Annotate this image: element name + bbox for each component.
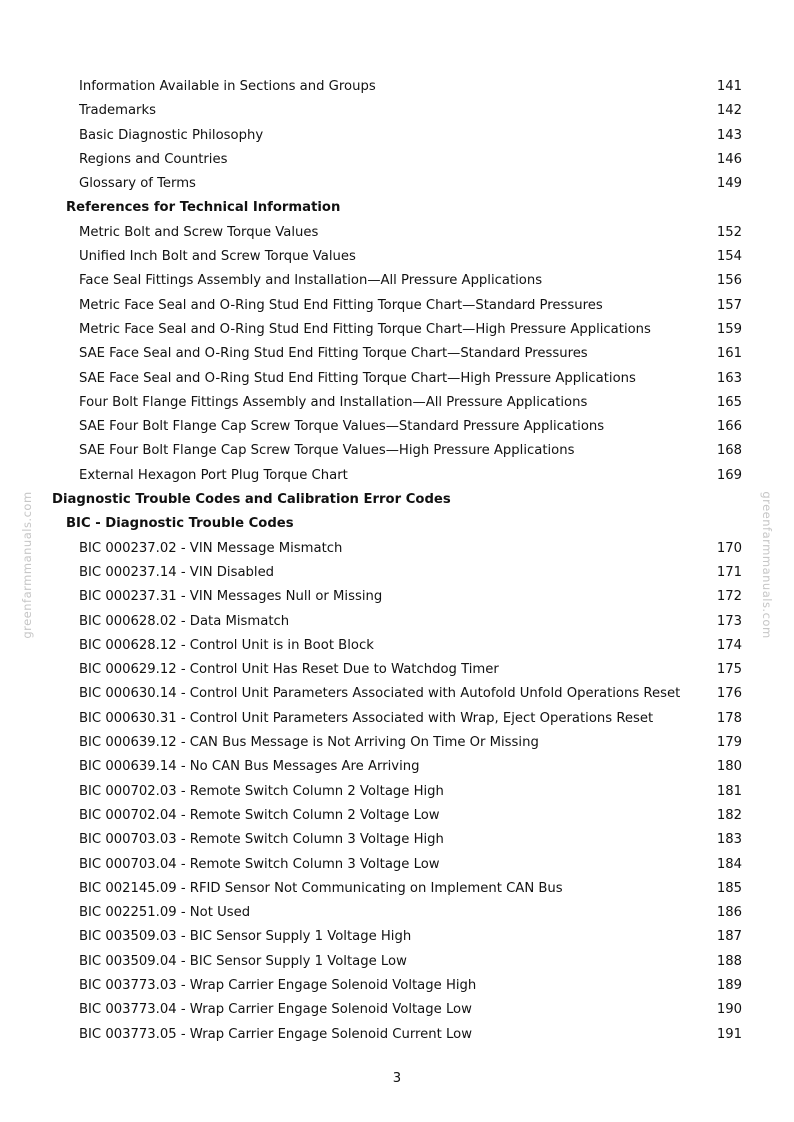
- toc-entry-title: BIC 000237.14 - VIN Disabled: [79, 564, 275, 580]
- toc-entry-title: BIC 000703.03 - Remote Switch Column 3 Voltage High: [79, 832, 444, 848]
- toc-entry[interactable]: [0, 853, 794, 877]
- toc-entry-page: 182: [716, 807, 742, 823]
- toc-entry-page: 169: [716, 467, 742, 483]
- toc-entry[interactable]: [0, 415, 794, 439]
- toc-entry-page: 179: [716, 735, 742, 751]
- toc-entry-title: BIC 003773.03 - Wrap Carrier Engage Solenoid Voltage High: [79, 977, 477, 993]
- toc-entry-title: BIC 000639.14 - No CAN Bus Messages Are Arriving: [79, 759, 420, 775]
- toc-entry-page: 171: [716, 564, 742, 580]
- toc-entry[interactable]: [0, 75, 794, 99]
- toc-entry[interactable]: [0, 610, 794, 634]
- toc-entry-page: 165: [716, 394, 742, 410]
- toc-entry-page: 149: [716, 176, 742, 192]
- toc-entry[interactable]: [0, 585, 794, 609]
- toc-entry-title: Unified Inch Bolt and Screw Torque Values: [79, 249, 356, 265]
- toc-entry[interactable]: [0, 124, 794, 148]
- toc-entry-title: SAE Face Seal and O-Ring Stud End Fitting Torque Chart—High Pressure Applications: [79, 370, 636, 386]
- toc-entry-page: 175: [716, 662, 742, 678]
- toc-entry-title: SAE Face Seal and O-Ring Stud End Fitting Torque Chart—Standard Pressures: [79, 346, 588, 362]
- toc-entry-page: 178: [716, 710, 742, 726]
- toc-entry-page: 176: [716, 686, 742, 702]
- toc-entry-title: Trademarks: [79, 103, 156, 119]
- toc-entry[interactable]: [0, 755, 794, 779]
- toc-entry[interactable]: [0, 464, 794, 488]
- toc-entry-page: 168: [716, 443, 742, 459]
- toc-entry-title: BIC 002145.09 - RFID Sensor Not Communicating on Implement CAN Bus: [79, 880, 563, 896]
- toc-entry-page: 157: [716, 297, 742, 313]
- toc-entry-title: SAE Four Bolt Flange Cap Screw Torque Values—High Pressure Applications: [79, 443, 575, 459]
- toc-entry-page: 183: [716, 832, 742, 848]
- toc-entry[interactable]: [0, 269, 794, 293]
- toc-entry-page: 181: [716, 783, 742, 799]
- toc-entry-page: 163: [716, 370, 742, 386]
- toc-entry[interactable]: [0, 294, 794, 318]
- toc-entry-page: 184: [716, 856, 742, 872]
- toc-entry[interactable]: [0, 318, 794, 342]
- toc-entry-title: BIC 002251.09 - Not Used: [79, 905, 251, 921]
- toc-entry-title: SAE Four Bolt Flange Cap Screw Torque Values—Standard Pressure Applications: [79, 419, 605, 435]
- toc-entry-page: 173: [716, 613, 742, 629]
- toc-entry-title: BIC 003773.05 - Wrap Carrier Engage Solenoid Current Low: [79, 1026, 472, 1042]
- toc-entry[interactable]: [0, 367, 794, 391]
- toc-entry[interactable]: [0, 634, 794, 658]
- toc-entry-page: 186: [716, 905, 742, 921]
- toc-entry[interactable]: [0, 998, 794, 1022]
- toc-entry[interactable]: [0, 245, 794, 269]
- watermark-left: greenfarmmanuals.com: [20, 491, 34, 639]
- toc-entry-title: BIC 003509.03 - BIC Sensor Supply 1 Voltage High: [79, 929, 412, 945]
- toc-entry-title: BIC 000702.04 - Remote Switch Column 2 Voltage Low: [79, 807, 440, 823]
- toc-entry[interactable]: [0, 658, 794, 682]
- toc-entry-title: Metric Face Seal and O-Ring Stud End Fitting Torque Chart—Standard Pressures: [79, 297, 603, 313]
- toc-entry[interactable]: [0, 877, 794, 901]
- toc-entry-title: Metric Bolt and Screw Torque Values: [79, 224, 319, 240]
- toc-entry-title: Diagnostic Trouble Codes and Calibration Error Codes: [52, 492, 451, 508]
- toc-heading[interactable]: [0, 196, 794, 220]
- toc-entry-page: 185: [716, 880, 742, 896]
- toc-entry-page: 172: [716, 589, 742, 605]
- toc-entry-page: 159: [716, 321, 742, 337]
- toc-heading[interactable]: [0, 512, 794, 536]
- toc-entry-title: BIC 000639.12 - CAN Bus Message is Not Arriving On Time Or Missing: [79, 735, 539, 751]
- watermark-right: greenfarmmanuals.com: [760, 491, 774, 639]
- toc-entry[interactable]: [0, 682, 794, 706]
- toc-entry-page: 143: [716, 127, 742, 143]
- toc-entry-page: 142: [716, 103, 742, 119]
- page-number: 3: [392, 1071, 402, 1086]
- toc-entry[interactable]: [0, 221, 794, 245]
- toc-entry-page: 188: [716, 953, 742, 969]
- toc-entry-title: Face Seal Fittings Assembly and Installation—All Pressure Applications: [79, 273, 543, 289]
- toc-entry-title: BIC 000237.31 - VIN Messages Null or Missing: [79, 589, 383, 605]
- toc-entry-page: 180: [716, 759, 742, 775]
- toc-entry-title: BIC 000628.02 - Data Mismatch: [79, 613, 290, 629]
- toc-entry[interactable]: [0, 707, 794, 731]
- toc-entry[interactable]: [0, 148, 794, 172]
- toc-entry-title: BIC 000630.14 - Control Unit Parameters Associated with Autofold Unfold Operations Reset: [79, 686, 681, 702]
- toc-entry-title: Basic Diagnostic Philosophy: [79, 127, 264, 143]
- toc-entry-title: BIC 003509.04 - BIC Sensor Supply 1 Voltage Low: [79, 953, 407, 969]
- toc-entry[interactable]: [0, 950, 794, 974]
- toc-entry[interactable]: [0, 439, 794, 463]
- toc-entry[interactable]: [0, 99, 794, 123]
- toc-entry-title: BIC 000630.31 - Control Unit Parameters Associated with Wrap, Eject Operations Reset: [79, 710, 654, 726]
- toc-entry[interactable]: [0, 391, 794, 415]
- toc-entry[interactable]: [0, 537, 794, 561]
- toc-heading[interactable]: [0, 488, 794, 512]
- toc-entry[interactable]: [0, 901, 794, 925]
- toc-entry-title: Four Bolt Flange Fittings Assembly and Installation—All Pressure Applications: [79, 394, 588, 410]
- toc-entry-page: 146: [716, 151, 742, 167]
- toc-entry-title: BIC 000237.02 - VIN Message Mismatch: [79, 540, 343, 556]
- toc-entry-page: 191: [716, 1026, 742, 1042]
- toc-entry[interactable]: [0, 342, 794, 366]
- toc-entry[interactable]: [0, 828, 794, 852]
- toc-entry-title: BIC 000629.12 - Control Unit Has Reset Due to Watchdog Timer: [79, 662, 499, 678]
- toc-entry[interactable]: [0, 925, 794, 949]
- toc-entry-page: 154: [716, 249, 742, 265]
- toc-entry-page: 170: [716, 540, 742, 556]
- toc-entry[interactable]: [0, 1023, 794, 1047]
- toc-entry-title: Information Available in Sections and Groups: [79, 79, 376, 94]
- toc-entry-page: 141: [716, 79, 742, 94]
- toc-entry-page: 187: [716, 929, 742, 945]
- toc-entry-title: Regions and Countries: [79, 151, 228, 167]
- toc-entry-page: 174: [716, 637, 742, 653]
- toc-entry[interactable]: [0, 974, 794, 998]
- toc-entry[interactable]: [0, 172, 794, 196]
- table-of-contents: [0, 75, 794, 1047]
- toc-entry[interactable]: [0, 780, 794, 804]
- toc-entry-page: 189: [716, 977, 742, 993]
- toc-entry-title: Metric Face Seal and O-Ring Stud End Fitting Torque Chart—High Pressure Applications: [79, 321, 651, 337]
- toc-entry-title: BIC - Diagnostic Trouble Codes: [66, 516, 294, 532]
- toc-entry-title: BIC 003773.04 - Wrap Carrier Engage Solenoid Voltage Low: [79, 1002, 472, 1018]
- toc-entry-title: External Hexagon Port Plug Torque Chart: [79, 467, 348, 483]
- toc-entry-title: References for Technical Information: [66, 200, 341, 216]
- toc-entry-page: 161: [716, 346, 742, 362]
- toc-entry[interactable]: [0, 804, 794, 828]
- toc-entry-title: BIC 000703.04 - Remote Switch Column 3 Voltage Low: [79, 856, 440, 872]
- toc-entry-page: 152: [716, 224, 742, 240]
- toc-entry-title: BIC 000628.12 - Control Unit is in Boot Block: [79, 637, 374, 653]
- toc-entry[interactable]: [0, 731, 794, 755]
- toc-entry-title: Glossary of Terms: [79, 176, 196, 192]
- toc-entry[interactable]: [0, 561, 794, 585]
- toc-entry-page: 166: [716, 419, 742, 435]
- toc-entry-page: 156: [716, 273, 742, 289]
- toc-entry-page: 190: [716, 1002, 742, 1018]
- toc-entry-title: BIC 000702.03 - Remote Switch Column 2 Voltage High: [79, 783, 444, 799]
